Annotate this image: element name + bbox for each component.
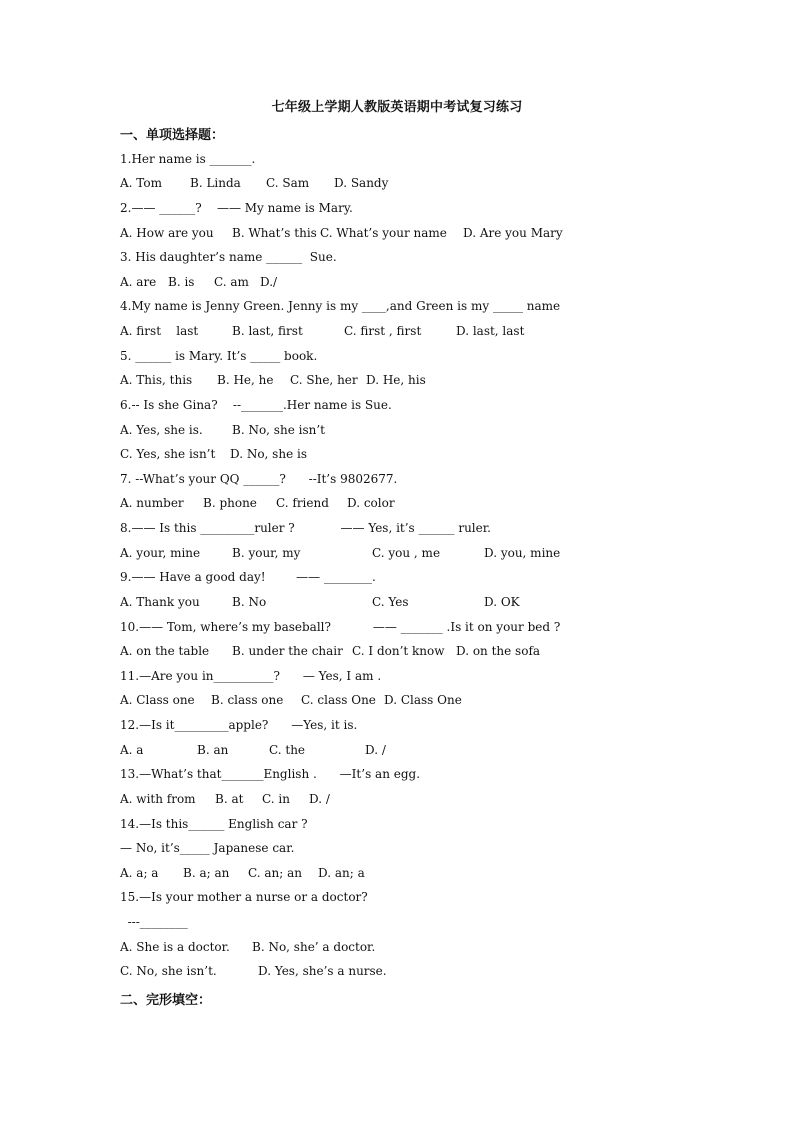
question-stem: 7. --What’s your QQ ______? --It’s 9802677. [120, 472, 398, 486]
answer-option: C. an; an [248, 866, 303, 880]
answer-option: D. / [309, 792, 330, 806]
answer-option: A. are [120, 275, 157, 289]
answer-option: D. last, last [456, 324, 525, 338]
answer-option: A. your, mine [120, 546, 201, 560]
answer-option: B. No [232, 595, 267, 609]
answer-option: A. a; a [120, 866, 159, 880]
answer-option: C. you , me [372, 546, 441, 560]
question-stem: 15.—Is your mother a nurse or a doctor? [120, 890, 368, 904]
answer-option: B. last, first [232, 324, 303, 338]
question-stem: 11.—Are you in__________? — Yes, I am . [120, 669, 382, 683]
question-stem-continuation: — No, it’s_____ Japanese car. [120, 841, 295, 855]
page-title: 七年级上学期人教版英语期中考试复习练习 [271, 100, 523, 115]
answer-option: C. Yes, she isn’t [120, 447, 216, 461]
answer-option: B. under the chair [232, 644, 343, 658]
section-heading-single-choice: 一、单项选择题： [120, 128, 225, 143]
question-stem: 12.—Is it_________apple? —Yes, it is. [120, 718, 358, 732]
question-stem: 9.—— Have a good day! —— ________. [120, 570, 376, 584]
answer-option: A. number [120, 496, 184, 510]
answer-option: B. Linda [190, 176, 241, 190]
answer-option: D. / [365, 743, 386, 757]
answer-option: C. No, she isn’t. [120, 964, 217, 978]
answer-option: D. Class One [384, 693, 462, 707]
answer-option: D. on the sofa [456, 644, 541, 658]
question-stem: 13.—What’s that_______English . —It’s an egg. [120, 767, 421, 781]
answer-option: C. What’s your name [320, 226, 447, 240]
answer-option: A. How are you [120, 226, 214, 240]
answer-option: A. Class one [120, 693, 195, 707]
answer-option: B. What’s this [232, 226, 317, 240]
answer-option: D. OK [484, 595, 520, 609]
question-stem-continuation: ---________ [120, 915, 188, 929]
answer-option: A. Thank you [120, 595, 200, 609]
question-stem: 1.Her name is _______. [120, 152, 256, 166]
answer-option: B. phone [203, 496, 257, 510]
question-stem: 8.—— Is this _________ruler ? —— Yes, it’s ______ ruler. [120, 521, 491, 535]
answer-option: A. Yes, she is. [120, 423, 203, 437]
answer-option: B. is [168, 275, 195, 289]
answer-option: A. first last [120, 324, 199, 338]
answer-option: B. class one [211, 693, 284, 707]
answer-option: D. color [347, 496, 395, 510]
section-heading-cloze: 二、完形填空： [120, 993, 212, 1008]
answer-option: A. with from [120, 792, 196, 806]
answer-option: B. No, she’ a doctor. [252, 940, 376, 954]
question-stem: 10.—— Tom, where’s my baseball? —— _______ .Is it on your bed ? [120, 620, 561, 634]
answer-option: C. friend [276, 496, 329, 510]
answer-option: C. first , first [344, 324, 422, 338]
answer-option: D. Yes, she’s a nurse. [258, 964, 387, 978]
question-stem: 5. ______ is Mary. It’s _____ book. [120, 349, 318, 363]
answer-option: D. He, his [366, 373, 426, 387]
answer-option: C. in [262, 792, 290, 806]
answer-option: C. I don’t know [352, 644, 445, 658]
answer-option: C. She, her [290, 373, 358, 387]
question-stem: 3. His daughter’s name ______ Sue. [120, 250, 337, 264]
answer-option: A. a [120, 743, 144, 757]
answer-option: C. am [214, 275, 249, 289]
question-stem: 2.—— ______? —— My name is Mary. [120, 201, 353, 215]
answer-option: A. She is a doctor. [120, 940, 230, 954]
answer-option: D. Sandy [334, 176, 389, 190]
question-stem: 6.-- Is she Gina? --_______.Her name is Sue. [120, 398, 392, 412]
answer-option: C. the [269, 743, 306, 757]
answer-option: D. an; a [318, 866, 365, 880]
answer-option: B. your, my [232, 546, 301, 560]
answer-option: B. at [215, 792, 244, 806]
question-stem: 14.—Is this______ English car ? [120, 817, 308, 831]
answer-option: D. No, she is [230, 447, 307, 461]
answer-option: A. on the table [120, 644, 210, 658]
answer-option: B. a; an [183, 866, 230, 880]
answer-option: B. He, he [217, 373, 274, 387]
answer-option: A. This, this [120, 373, 193, 387]
answer-option: C. class One [301, 693, 376, 707]
answer-option: C. Sam [266, 176, 310, 190]
answer-option: B. No, she isn’t [232, 423, 325, 437]
answer-option: D. Are you Mary [463, 226, 563, 240]
answer-option: B. an [197, 743, 229, 757]
answer-option: A. Tom [120, 176, 162, 190]
answer-option: C. Yes [372, 595, 409, 609]
answer-option: D. you, mine [484, 546, 561, 560]
question-stem: 4.My name is Jenny Green. Jenny is my ____,and Green is my _____ name [120, 299, 561, 313]
answer-option: D./ [260, 275, 278, 289]
